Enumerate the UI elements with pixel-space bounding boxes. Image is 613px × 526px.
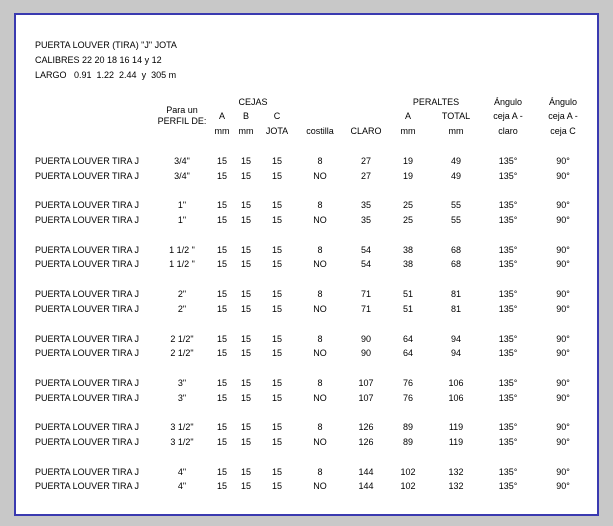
- row-costilla: NO: [313, 348, 327, 359]
- row-ceja-c: 15: [271, 436, 283, 447]
- header-angulo1-line3: claro: [498, 126, 518, 136]
- row-claro: 71: [360, 289, 372, 300]
- row-perfil: 4": [177, 481, 187, 492]
- row-angulo-claro: 135°: [498, 436, 518, 447]
- row-costilla: 8: [317, 156, 323, 166]
- row-product-name: PUERTA LOUVER TIRA J: [35, 244, 140, 255]
- row-angulo-ceja-c: 90°: [556, 156, 570, 166]
- row-angulo-claro: 135°: [498, 481, 518, 492]
- row-ceja-b: 15: [240, 436, 252, 447]
- header-cejas: CEJAS: [238, 97, 268, 107]
- row-total: 132: [448, 481, 464, 492]
- row-ceja-b: 15: [240, 481, 252, 492]
- row-angulo-claro: 135°: [498, 378, 518, 388]
- row-ceja-c: 15: [271, 348, 283, 359]
- row-ceja-c: 15: [271, 466, 283, 477]
- row-ceja-a: 15: [216, 244, 228, 255]
- row-claro: 35: [360, 200, 372, 211]
- row-product-name: PUERTA LOUVER TIRA J: [35, 392, 140, 403]
- row-product-name: PUERTA LOUVER TIRA J: [35, 170, 140, 181]
- row-ceja-c: 15: [271, 244, 283, 255]
- header-para-un: Para un: [166, 105, 198, 115]
- row-ceja-b: 15: [240, 422, 252, 433]
- row-angulo-ceja-c: 90°: [556, 378, 570, 388]
- row-perfil: 3 1/2": [170, 436, 194, 447]
- row-angulo-ceja-c: 90°: [556, 214, 570, 225]
- row-costilla: 8: [317, 378, 323, 388]
- row-costilla: NO: [313, 392, 327, 403]
- row-product-name: PUERTA LOUVER TIRA J: [35, 466, 140, 477]
- row-angulo-ceja-c: 90°: [556, 392, 570, 403]
- row-total: 94: [450, 333, 462, 344]
- row-ceja-a: 15: [216, 333, 228, 344]
- row-product-name: PUERTA LOUVER TIRA J: [35, 378, 140, 388]
- row-ceja-b: 15: [240, 244, 252, 255]
- row-peralte-a: 89: [402, 436, 414, 447]
- row-costilla: NO: [313, 170, 327, 181]
- row-ceja-b: 15: [240, 303, 252, 314]
- row-claro: 144: [358, 466, 374, 477]
- header-peraltes: PERALTES: [412, 97, 460, 107]
- row-total: 49: [450, 170, 462, 181]
- row-ceja-c: 15: [271, 289, 283, 300]
- row-perfil: 1": [177, 214, 187, 225]
- row-costilla: NO: [313, 259, 327, 270]
- row-ceja-c: 15: [271, 481, 283, 492]
- header-angulo2-line1: Ángulo: [548, 97, 578, 107]
- row-product-name: PUERTA LOUVER TIRA J: [35, 436, 140, 447]
- row-ceja-c: 15: [271, 333, 283, 344]
- row-claro: 27: [360, 156, 372, 166]
- row-total: 49: [450, 156, 462, 166]
- row-peralte-a: 38: [402, 244, 414, 255]
- row-angulo-claro: 135°: [498, 348, 518, 359]
- row-ceja-b: 15: [240, 156, 252, 166]
- row-peralte-a: 38: [402, 259, 414, 270]
- row-ceja-b: 15: [240, 214, 252, 225]
- row-angulo-claro: 135°: [498, 466, 518, 477]
- row-ceja-b: 15: [240, 392, 252, 403]
- row-angulo-ceja-c: 90°: [556, 303, 570, 314]
- row-perfil: 1 1/2 ": [169, 244, 195, 255]
- header-total: TOTAL: [441, 111, 471, 121]
- row-costilla: NO: [313, 481, 327, 492]
- row-perfil: 3": [177, 392, 187, 403]
- header-calibres: CALIBRES 22 20 18 16 14 y 12: [35, 55, 162, 65]
- row-angulo-ceja-c: 90°: [556, 244, 570, 255]
- row-angulo-claro: 135°: [498, 303, 518, 314]
- row-angulo-claro: 135°: [498, 289, 518, 300]
- row-product-name: PUERTA LOUVER TIRA J: [35, 200, 140, 211]
- row-claro: 90: [360, 333, 372, 344]
- row-angulo-claro: 135°: [498, 244, 518, 255]
- row-ceja-a: 15: [216, 200, 228, 211]
- row-costilla: NO: [313, 214, 327, 225]
- row-perfil: 2 1/2": [170, 333, 194, 344]
- row-claro: 126: [358, 422, 374, 433]
- row-total: 68: [450, 244, 462, 255]
- row-ceja-a: 15: [216, 481, 228, 492]
- row-peralte-a: 89: [402, 422, 414, 433]
- row-costilla: 8: [317, 244, 323, 255]
- header-total-mm: mm: [448, 126, 464, 136]
- row-ceja-b: 15: [240, 466, 252, 477]
- row-peralte-a: 19: [402, 170, 414, 181]
- header-ceja-a: A: [218, 111, 226, 121]
- row-angulo-claro: 135°: [498, 214, 518, 225]
- row-angulo-ceja-c: 90°: [556, 289, 570, 300]
- header-jota: JOTA: [265, 126, 289, 136]
- header-angulo2-line3: ceja C: [550, 126, 576, 136]
- row-total: 81: [450, 289, 462, 300]
- row-ceja-a: 15: [216, 259, 228, 270]
- header-perfil-de: PERFIL DE:: [157, 116, 207, 126]
- row-perfil: 3/4": [174, 156, 190, 166]
- row-product-name: PUERTA LOUVER TIRA J: [35, 348, 140, 359]
- row-angulo-ceja-c: 90°: [556, 333, 570, 344]
- row-ceja-a: 15: [216, 303, 228, 314]
- row-perfil: 1": [177, 200, 187, 211]
- document-page: [14, 13, 599, 516]
- row-ceja-b: 15: [240, 259, 252, 270]
- row-claro: 144: [358, 481, 374, 492]
- row-peralte-a: 51: [402, 289, 414, 300]
- header-ceja-b: B: [242, 111, 250, 121]
- row-peralte-a: 25: [402, 200, 414, 211]
- row-perfil: 3": [177, 378, 187, 388]
- row-product-name: PUERTA LOUVER TIRA J: [35, 422, 140, 433]
- row-perfil: 3 1/2": [170, 422, 194, 433]
- row-angulo-claro: 135°: [498, 200, 518, 211]
- row-total: 81: [450, 303, 462, 314]
- row-ceja-b: 15: [240, 200, 252, 211]
- row-claro: 35: [360, 214, 372, 225]
- row-total: 55: [450, 214, 462, 225]
- row-ceja-a: 15: [216, 466, 228, 477]
- row-claro: 107: [358, 378, 374, 388]
- row-product-name: PUERTA LOUVER TIRA J: [35, 333, 140, 344]
- row-product-name: PUERTA LOUVER TIRA J: [35, 156, 140, 166]
- row-ceja-a: 15: [216, 170, 228, 181]
- row-ceja-b: 15: [240, 170, 252, 181]
- row-angulo-ceja-c: 90°: [556, 200, 570, 211]
- row-product-name: PUERTA LOUVER TIRA J: [35, 481, 140, 492]
- row-ceja-b: 15: [240, 289, 252, 300]
- header-largo: LARGO 0.91 1.22 2.44 y 305 m: [35, 70, 177, 80]
- row-angulo-claro: 135°: [498, 170, 518, 181]
- row-total: 94: [450, 348, 462, 359]
- row-perfil: 1 1/2 ": [169, 259, 195, 270]
- row-ceja-c: 15: [271, 214, 283, 225]
- row-perfil: 2": [177, 303, 187, 314]
- row-total: 55: [450, 200, 462, 211]
- row-peralte-a: 76: [402, 378, 414, 388]
- header-mm-a: mm: [214, 126, 230, 136]
- row-peralte-a: 19: [402, 156, 414, 166]
- header-mm-b: mm: [238, 126, 254, 136]
- row-ceja-b: 15: [240, 333, 252, 344]
- row-ceja-a: 15: [216, 422, 228, 433]
- row-ceja-c: 15: [271, 259, 283, 270]
- row-angulo-claro: 135°: [498, 259, 518, 270]
- row-peralte-a: 102: [400, 481, 416, 492]
- row-ceja-c: 15: [271, 170, 283, 181]
- row-claro: 71: [360, 303, 372, 314]
- row-angulo-claro: 135°: [498, 392, 518, 403]
- header-peralte-a-mm: mm: [400, 126, 416, 136]
- row-ceja-a: 15: [216, 156, 228, 166]
- row-peralte-a: 102: [400, 466, 416, 477]
- row-claro: 107: [358, 392, 374, 403]
- row-ceja-a: 15: [216, 392, 228, 403]
- header-angulo1-line2: ceja A -: [493, 111, 523, 121]
- row-costilla: 8: [317, 200, 323, 211]
- row-costilla: 8: [317, 422, 323, 433]
- row-claro: 90: [360, 348, 372, 359]
- header-title: PUERTA LOUVER (TIRA) "J" JOTA: [35, 40, 177, 50]
- row-claro: 54: [360, 244, 372, 255]
- row-claro: 54: [360, 259, 372, 270]
- row-perfil: 4": [177, 466, 187, 477]
- row-ceja-a: 15: [216, 289, 228, 300]
- row-costilla: NO: [313, 303, 327, 314]
- row-ceja-c: 15: [271, 392, 283, 403]
- row-angulo-claro: 135°: [498, 156, 518, 166]
- header-claro: CLARO: [350, 126, 382, 136]
- row-total: 119: [448, 422, 464, 433]
- row-angulo-ceja-c: 90°: [556, 436, 570, 447]
- row-total: 106: [448, 378, 464, 388]
- row-angulo-ceja-c: 90°: [556, 481, 570, 492]
- row-total: 132: [448, 466, 464, 477]
- row-product-name: PUERTA LOUVER TIRA J: [35, 289, 140, 300]
- row-perfil: 2 1/2": [170, 348, 194, 359]
- row-ceja-a: 15: [216, 378, 228, 388]
- row-angulo-ceja-c: 90°: [556, 348, 570, 359]
- row-claro: 27: [360, 170, 372, 181]
- row-ceja-c: 15: [271, 422, 283, 433]
- header-ceja-c: C: [273, 111, 281, 121]
- row-costilla: 8: [317, 333, 323, 344]
- row-angulo-claro: 135°: [498, 333, 518, 344]
- row-product-name: PUERTA LOUVER TIRA J: [35, 259, 140, 270]
- row-angulo-ceja-c: 90°: [556, 422, 570, 433]
- row-ceja-a: 15: [216, 436, 228, 447]
- row-claro: 126: [358, 436, 374, 447]
- row-peralte-a: 51: [402, 303, 414, 314]
- document-header: [35, 38, 177, 83]
- header-angulo1-line1: Ángulo: [493, 97, 523, 107]
- row-perfil: 3/4": [174, 170, 190, 181]
- row-perfil: 2": [177, 289, 187, 300]
- header-costilla: costilla: [306, 126, 334, 136]
- row-ceja-a: 15: [216, 348, 228, 359]
- row-total: 68: [450, 259, 462, 270]
- row-product-name: PUERTA LOUVER TIRA J: [35, 214, 140, 225]
- row-ceja-a: 15: [216, 214, 228, 225]
- row-peralte-a: 64: [402, 333, 414, 344]
- row-ceja-b: 15: [240, 378, 252, 388]
- row-total: 106: [448, 392, 464, 403]
- row-peralte-a: 64: [402, 348, 414, 359]
- row-ceja-c: 15: [271, 156, 283, 166]
- row-ceja-c: 15: [271, 378, 283, 388]
- row-ceja-c: 15: [271, 303, 283, 314]
- header-angulo2-line2: ceja A -: [548, 111, 578, 121]
- row-angulo-ceja-c: 90°: [556, 170, 570, 181]
- row-peralte-a: 76: [402, 392, 414, 403]
- header-peralte-a: A: [404, 111, 412, 121]
- row-costilla: 8: [317, 289, 323, 300]
- row-angulo-claro: 135°: [498, 422, 518, 433]
- row-ceja-b: 15: [240, 348, 252, 359]
- row-costilla: NO: [313, 436, 327, 447]
- row-angulo-ceja-c: 90°: [556, 466, 570, 477]
- row-total: 119: [448, 436, 464, 447]
- row-ceja-c: 15: [271, 200, 283, 211]
- row-costilla: 8: [317, 466, 323, 477]
- row-product-name: PUERTA LOUVER TIRA J: [35, 303, 140, 314]
- row-peralte-a: 25: [402, 214, 414, 225]
- row-angulo-ceja-c: 90°: [556, 259, 570, 270]
